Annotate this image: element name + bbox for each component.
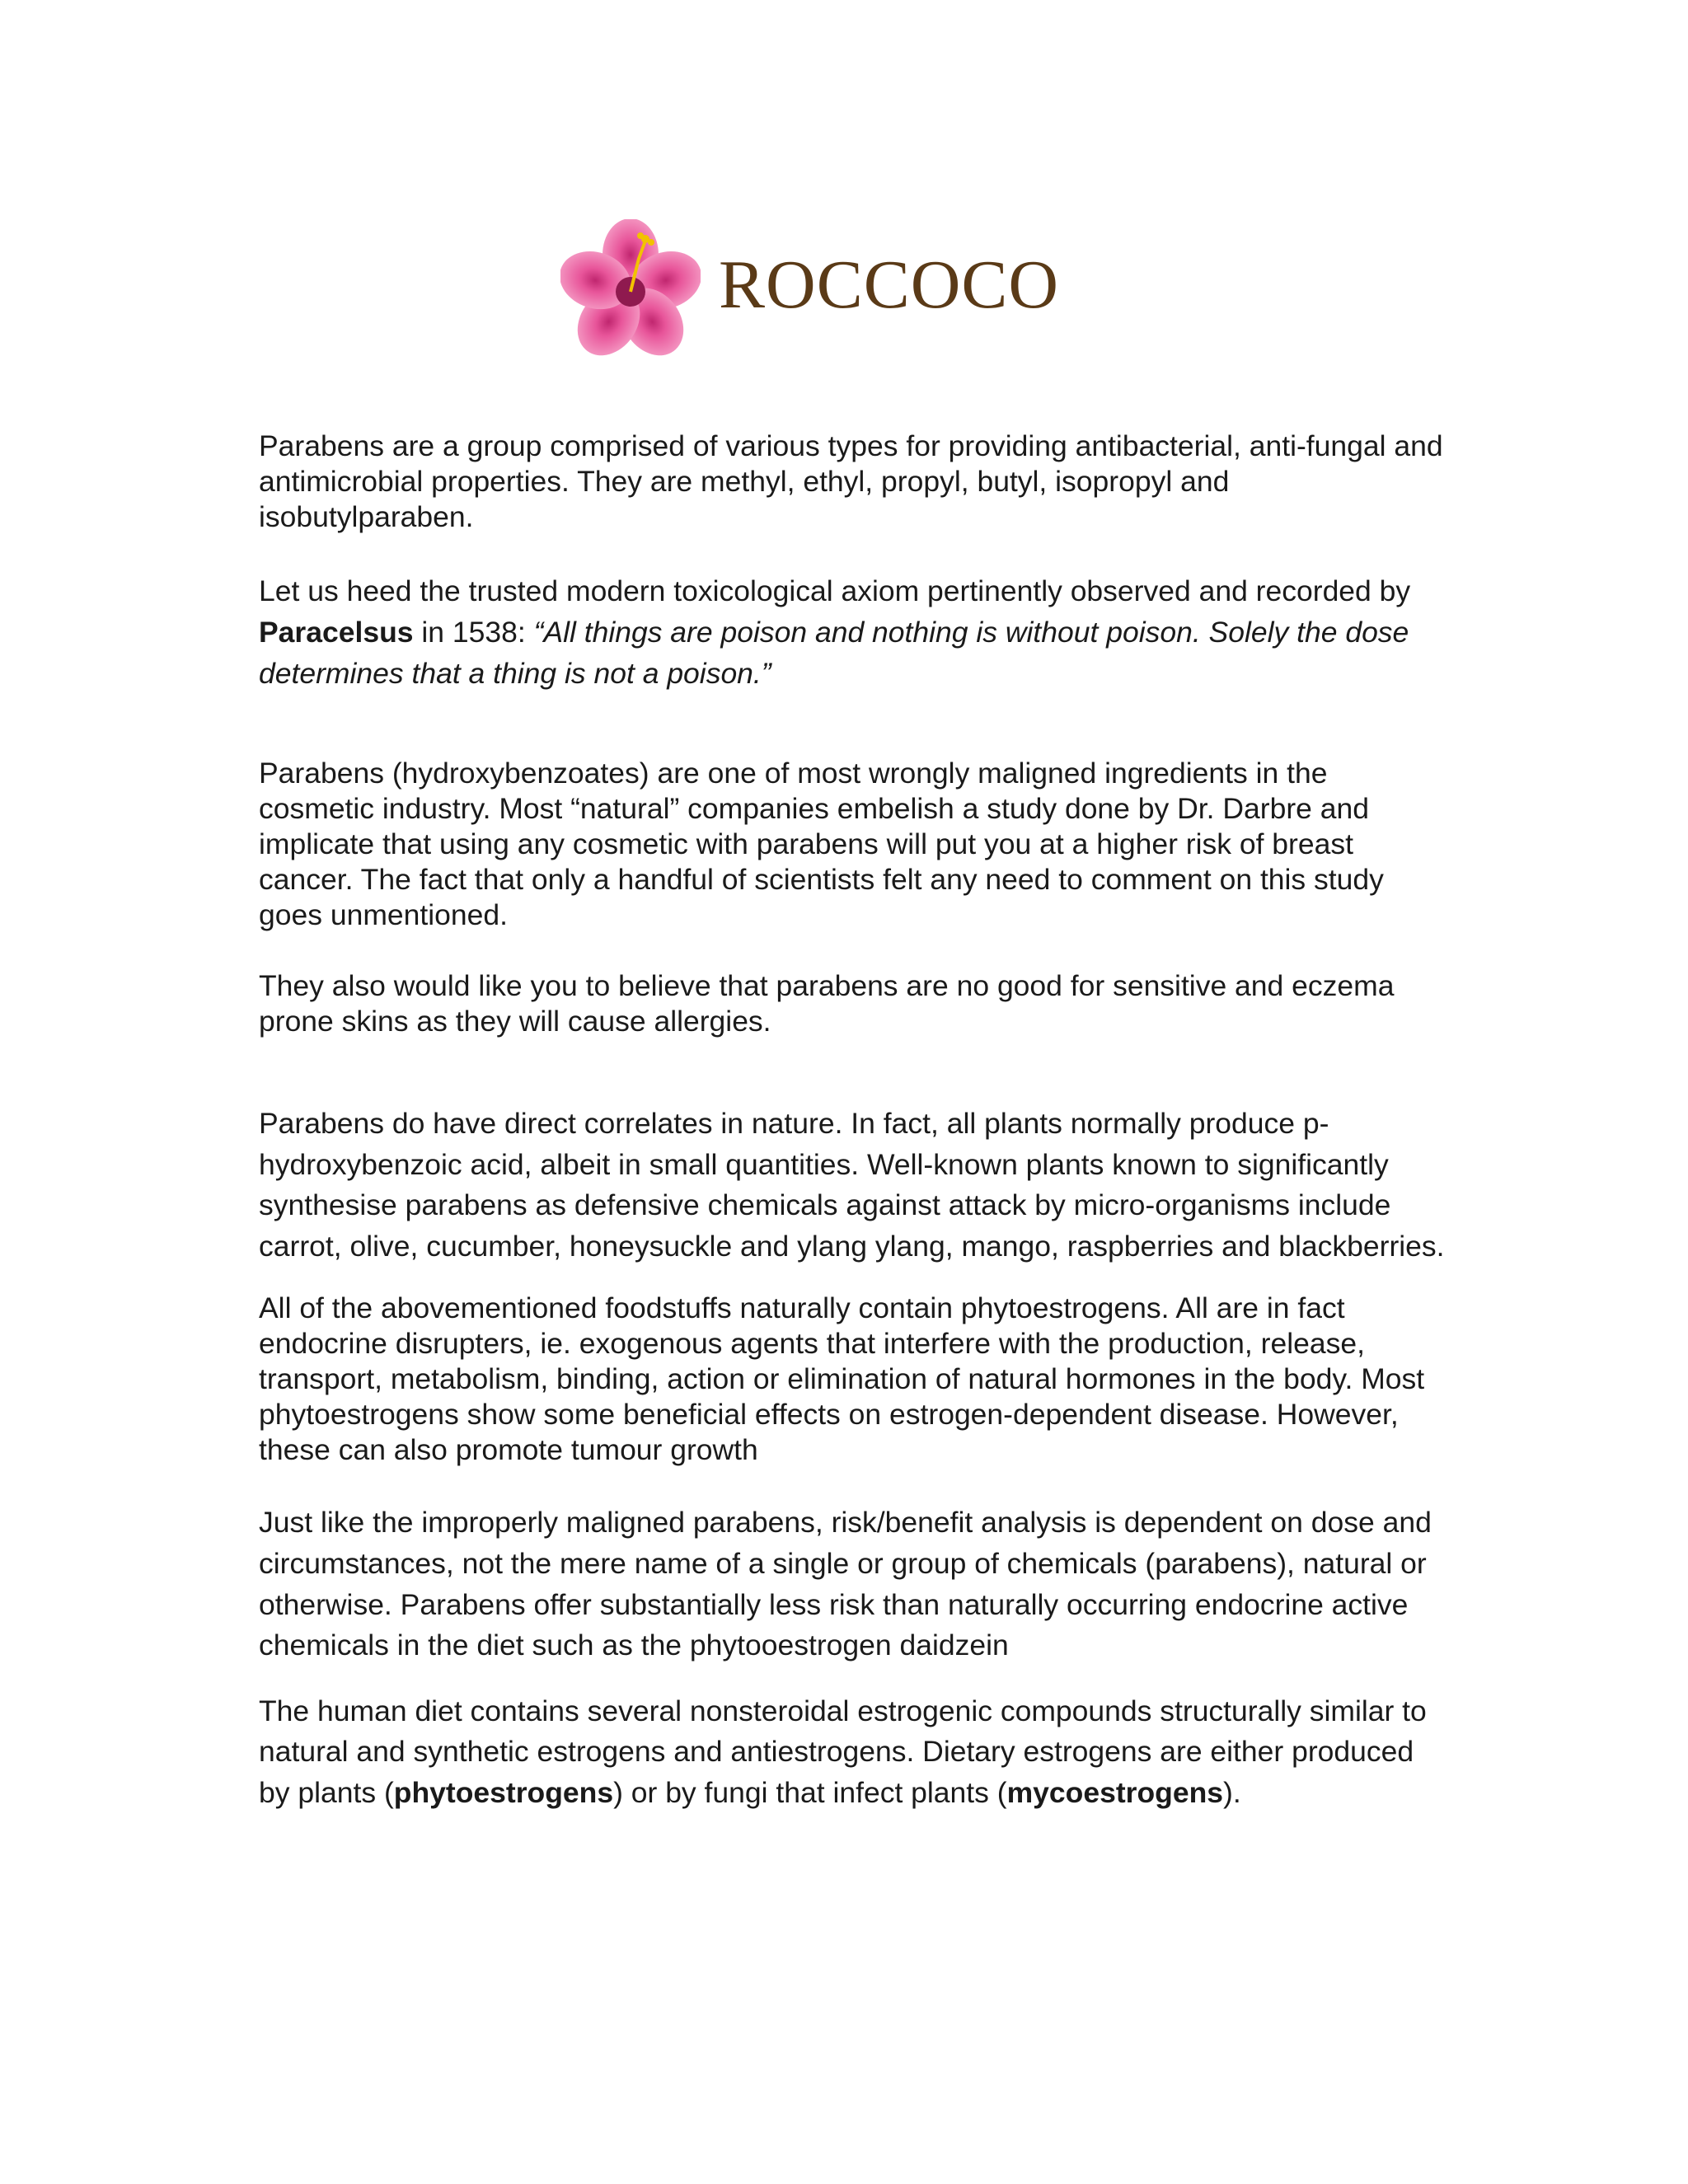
paragraph-risk-benefit: Just like the improperly maligned parabens, risk/benefit analysis is dependent on dose and circumstances, not the mere name of a single or group of chemicals (parabens), natural or otherwise. Parabens offer substantially less risk than naturally occurring endocrine active chemicals in the diet such as the phytooestrogen daidzein — [259, 1506, 1432, 1662]
paragraph-text: ). — [1223, 1775, 1241, 1809]
paragraph-natural-correlates: Parabens do have direct correlates in nature. In fact, all plants normally produce p-hydroxybenzoic acid, albeit in small quantities. Well-known plants known to significantly synthesise parabens as defensive chemicals against attack by micro-organisms include carrot, olive, cucumber, honeysuckle and ylang ylang, mango, raspberries and blackberries. — [259, 1107, 1445, 1263]
logo-wordmark: ROCCOCO — [719, 246, 1060, 323]
paragraph-maligned: Parabens (hydroxybenzoates) are one of most wrongly maligned ingredients in the cosmetic industry. Most “natural” companies embelish a study done by Dr. Darbre and implicate that using any cosmetic with parabens will put you at a higher risk of breast cancer. The fact that only a handful of scientists felt any need to comment on this study goes unmentioned. — [259, 757, 1384, 931]
paracelsus-quote: “All things are poison and nothing is without poison. Solely the dose determines that a thing is not a poison.” — [259, 616, 1409, 690]
hibiscus-flower-icon — [560, 219, 701, 359]
term-mycoestrogens: mycoestrogens — [1006, 1775, 1224, 1809]
paracelsus-name: Paracelsus — [259, 616, 414, 649]
paragraph-phytoestrogens: All of the abovementioned foodstuffs naturally contain phytoestrogens. All are in fact endocrine disrupters, ie. exogenous agents that interfere with the production, release, transport, metabolism, binding, action or elimination of natural hormones in the body. Most phytoestrogens show some beneficial effects on estrogen-dependent disease. However, these can also promote tumour growth — [259, 1291, 1425, 1467]
paragraph-paracelsus — [259, 570, 1446, 694]
term-phytoestrogens: phytoestrogens — [393, 1775, 614, 1809]
paragraph-text: in 1538: — [413, 616, 534, 649]
paragraph-dietary-estrogens — [259, 1691, 1446, 1814]
paragraph-parabens-intro: Parabens are a group comprised of various types for providing antibacterial, anti-fungal and antimicrobial properties. They are methyl, ethyl, propyl, butyl, isopropyl and isobutylparaben. — [259, 429, 1443, 533]
paragraph-text: Let us heed the trusted modern toxicological axiom pertinently observed and recorded by — [259, 574, 1411, 607]
roccoco-logo — [560, 219, 1137, 359]
article-body — [259, 429, 1446, 1814]
paragraph-text: The human diet contains several nonsteroidal estrogenic compounds structurally similar to natural and synthetic estrogens and antiestrogens. Dietary estrogens are either produced by plants ( — [259, 1694, 1427, 1809]
paragraph-text: ) or by fungi that infect plants ( — [613, 1775, 1007, 1809]
paragraph-allergies: They also would like you to believe that parabens are no good for sensitive and eczema prone skins as they will cause allergies. — [259, 969, 1395, 1038]
